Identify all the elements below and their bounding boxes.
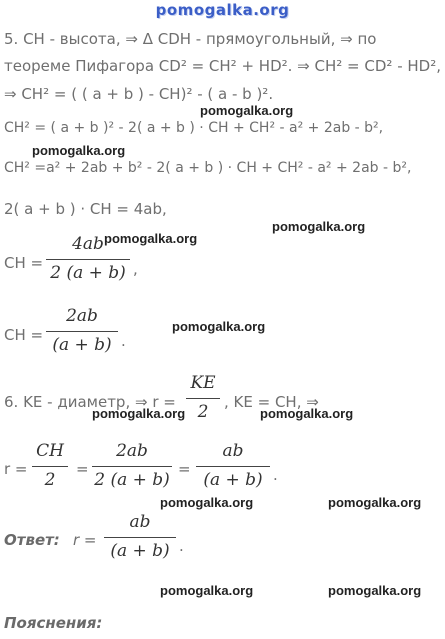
- eq4-f1-denominator: 2: [44, 470, 56, 490]
- eq1-denominator: 2 (a + b): [50, 263, 126, 283]
- watermark: pomogalka.org: [172, 319, 266, 334]
- text-line-4: CH² = ( a + b )² - 2( a + b ) · CH + CH² - a² + 2ab - b²,: [4, 120, 384, 136]
- watermark: pomogalka.org: [272, 219, 366, 234]
- fraction-bar: [186, 398, 220, 399]
- text-line-6: 2( a + b ) · CH = 4ab,: [4, 200, 167, 218]
- eq4-f2-numerator: 2ab: [116, 441, 148, 461]
- watermark: pomogalka.org: [160, 583, 254, 598]
- eq3-post: , KE = CH, ⇒: [224, 393, 319, 411]
- answer-fraction: [104, 512, 176, 566]
- eq4-equals-2: =: [76, 460, 89, 478]
- watermark: pomogalka.org: [328, 495, 422, 510]
- eq4-lhs: r =: [4, 460, 28, 478]
- eq2-denominator: (a + b): [52, 335, 112, 355]
- answer-tail: .: [179, 537, 184, 555]
- text-line-5: CH² =a² + 2ab + b² - 2( a + b ) · CH + CH² - a² + 2ab - b²,: [4, 160, 412, 176]
- watermark: pomogalka.org: [160, 495, 254, 510]
- eq2-numerator: 2ab: [66, 306, 98, 326]
- watermark: pomogalka.org: [32, 143, 126, 158]
- eq2-fraction: [46, 306, 118, 360]
- eq3-numerator: KE: [190, 373, 216, 393]
- eq2-tail: .: [121, 332, 126, 350]
- answer-label: Ответ:: [4, 531, 60, 549]
- answer-lhs: r =: [73, 531, 97, 549]
- text-line-3: ⇒ CH² = ( ( a + b ) - CH)² - ( a - b )².: [4, 85, 274, 103]
- explanations-heading: Пояснения:: [4, 614, 103, 632]
- eq4-fraction-2: [92, 441, 172, 495]
- eq1-lhs: CH =: [4, 254, 44, 272]
- eq4-f2-denominator: 2 (a + b): [94, 470, 170, 490]
- eq1-tail: ,: [133, 260, 138, 278]
- watermark: pomogalka.org: [200, 103, 294, 118]
- eq3-pre: 6. KE - диаметр, ⇒ r =: [4, 393, 176, 411]
- eq4-f3-denominator: (a + b): [203, 470, 263, 490]
- fraction-bar: [46, 331, 118, 332]
- fraction-bar: [104, 537, 176, 538]
- text-line-1: 5. CH - высота, ⇒ Δ CDH - прямоугольный, ⇒ по: [4, 30, 377, 48]
- fraction-bar: [196, 466, 270, 467]
- eq4-equals-3: =: [178, 460, 191, 478]
- answer-denominator: (a + b): [110, 541, 170, 561]
- fraction-bar: [32, 466, 68, 467]
- eq4-fraction-1: [32, 441, 68, 495]
- eq4-f3-numerator: ab: [222, 441, 244, 461]
- fraction-bar: [46, 259, 130, 260]
- fraction-bar: [92, 466, 172, 467]
- watermark: pomogalka.org: [328, 583, 422, 598]
- answer-numerator: ab: [129, 512, 151, 532]
- watermark: pomogalka.org: [104, 231, 198, 246]
- eq3-fraction: [186, 373, 220, 427]
- eq4-tail: .: [273, 466, 278, 484]
- watermark: pomogalka.org: [260, 406, 354, 421]
- site-logo: pomogalka.org: [155, 1, 290, 19]
- eq2-lhs: CH =: [4, 326, 44, 344]
- watermark: pomogalka.org: [92, 406, 186, 421]
- eq1-numerator: 4ab: [72, 234, 104, 254]
- eq4-f1-numerator: CH: [36, 441, 64, 461]
- text-line-2: теореме Пифагора CD² = CH² + HD². ⇒ CH² = CD² - HD²,: [4, 57, 441, 75]
- eq3-denominator: 2: [197, 402, 209, 422]
- eq4-fraction-3: [196, 441, 270, 495]
